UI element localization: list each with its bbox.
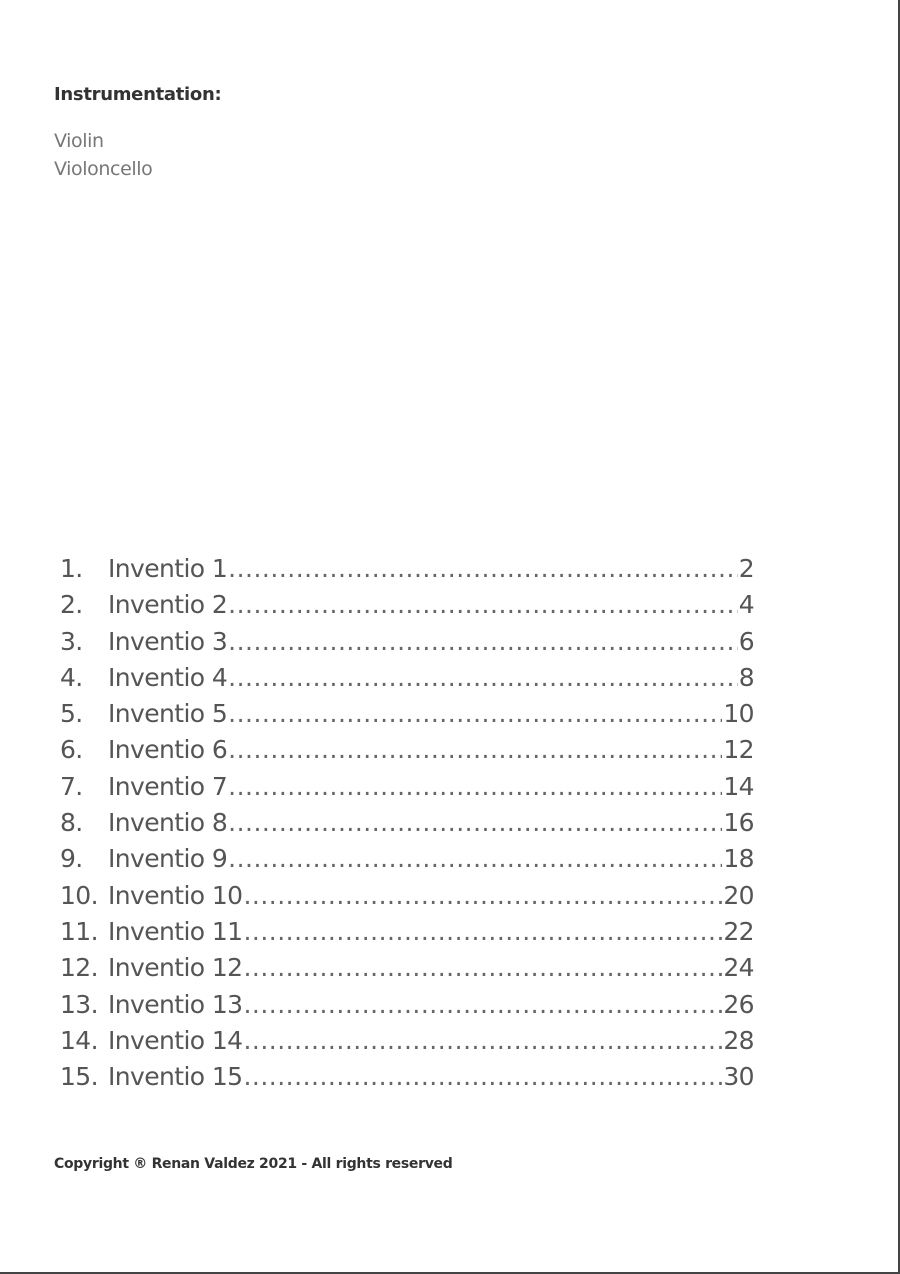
toc-leader [228,663,738,692]
toc-entry [60,735,754,771]
toc-entry [60,663,754,699]
toc-entry [60,627,754,663]
toc-number: 4. [60,662,83,692]
toc-leader [228,554,738,583]
toc-number: 11. [60,916,98,946]
toc-leader [243,1026,722,1055]
toc-title: Inventio 13 [108,989,243,1019]
toc-number: 13. [60,989,98,1019]
toc-entry [60,953,754,989]
toc-leader [228,735,722,764]
toc-entry [60,917,754,953]
toc-number: 6. [60,735,83,765]
toc-entry [60,554,754,590]
toc-leader [243,881,722,910]
toc-title: Inventio 5 [108,699,228,729]
toc-page: 8 [738,662,754,692]
toc-title: Inventio 10 [108,880,243,910]
toc-page: 2 [738,554,754,583]
toc-number: 12. [60,953,98,983]
toc-entry [60,1062,754,1098]
toc-title: Inventio 3 [108,626,228,656]
toc-page: 28 [723,1025,754,1055]
toc-title: Inventio 7 [108,771,228,801]
toc-number: 5. [60,699,83,729]
table-of-contents [60,554,754,1098]
toc-leader [228,808,722,837]
toc-title: Inventio 11 [108,916,243,946]
toc-entry [60,772,754,808]
toc-page: 30 [723,1062,754,1092]
instrumentation-heading: Instrumentation: [54,84,222,105]
toc-page: 14 [723,771,754,801]
toc-number: 8. [60,808,83,838]
toc-leader [228,590,738,619]
toc-number: 7. [60,771,83,801]
toc-page: 10 [723,699,754,729]
toc-title: Inventio 2 [108,590,228,620]
toc-title: Inventio 4 [108,662,228,692]
toc-title: Inventio 8 [108,808,228,838]
toc-entry [60,699,754,735]
instrument-list [54,127,152,183]
copyright-notice: Copyright ® Renan Valdez 2021 - All rights reserved [54,1156,453,1172]
toc-number: 2. [60,590,83,620]
toc-title: Inventio 14 [108,1025,243,1055]
toc-leader [243,917,722,946]
toc-number: 1. [60,554,83,583]
toc-leader [243,1062,722,1091]
toc-title: Inventio 12 [108,953,243,983]
toc-title: Inventio 15 [108,1062,243,1092]
instrument-item: Violin [54,130,104,152]
toc-leader [228,699,722,728]
toc-entry [60,881,754,917]
toc-page: 22 [723,916,754,946]
toc-number: 10. [60,880,98,910]
toc-leader [243,990,722,1019]
toc-page: 16 [723,808,754,838]
toc-title: Inventio 6 [108,735,228,765]
toc-page: 4 [738,590,754,620]
toc-page: 12 [723,735,754,765]
toc-leader [243,953,722,982]
toc-number: 14. [60,1025,98,1055]
toc-title: Inventio 1 [108,554,228,583]
toc-leader [228,844,722,873]
toc-entry [60,590,754,626]
toc-entry [60,808,754,844]
toc-number: 15. [60,1062,98,1092]
toc-title: Inventio 9 [108,844,228,874]
toc-entry [60,990,754,1026]
toc-number: 9. [60,844,83,874]
toc-leader [228,627,738,656]
toc-entry [60,1026,754,1062]
toc-page: 20 [723,880,754,910]
toc-leader [228,772,722,801]
toc-page: 18 [723,844,754,874]
toc-page: 6 [738,626,754,656]
toc-entry [60,844,754,880]
toc-page: 24 [723,953,754,983]
toc-number: 3. [60,626,83,656]
instrument-item: Violoncello [54,158,153,180]
toc-page: 26 [723,989,754,1019]
